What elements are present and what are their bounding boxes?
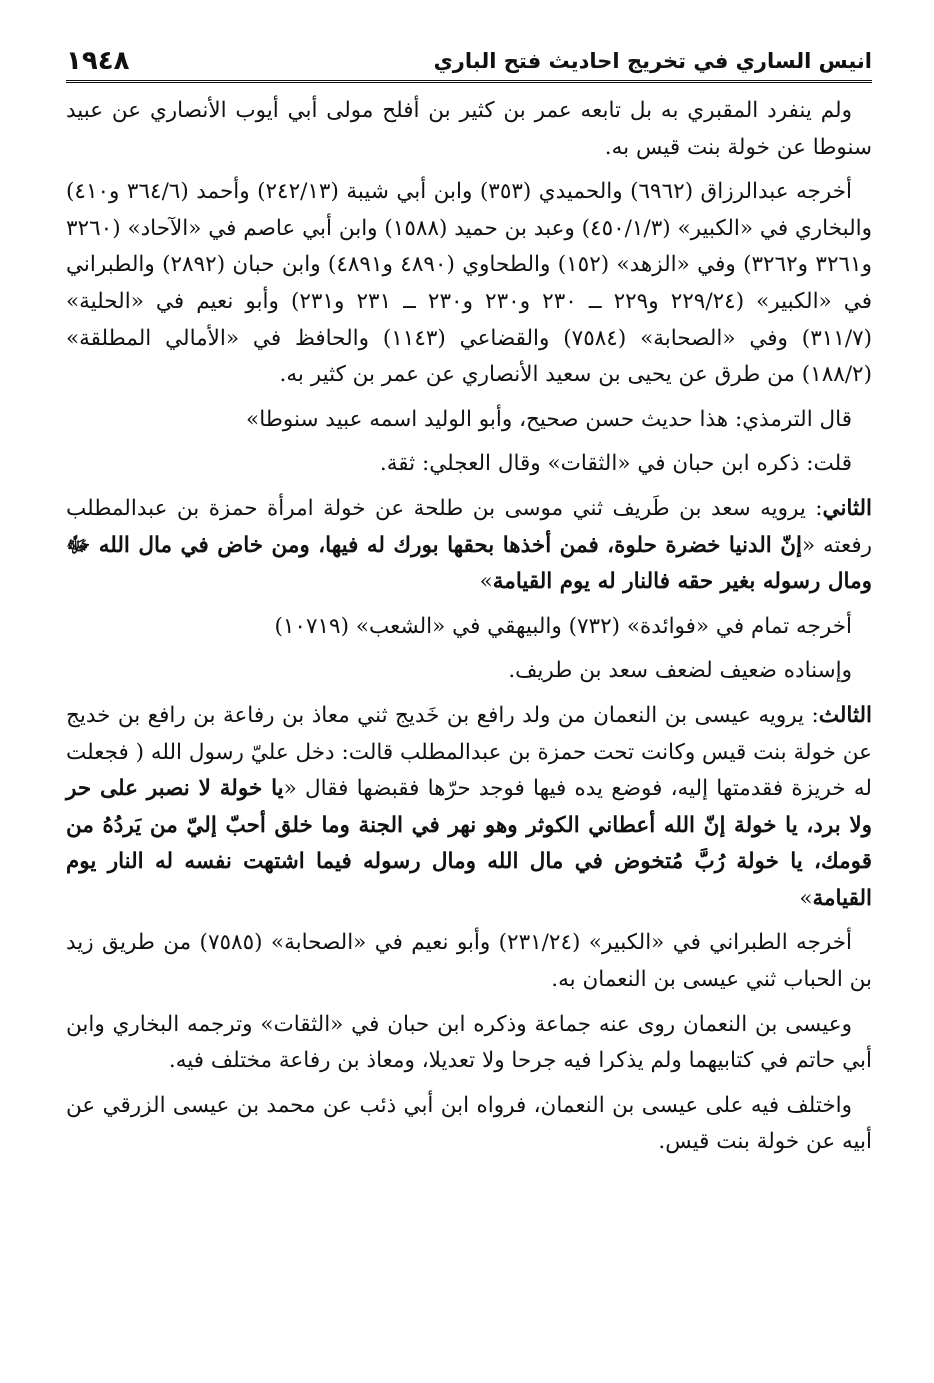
paragraph <box>66 698 872 918</box>
paragraph <box>66 402 872 439</box>
text-run: ولم ينفرد المقبري به بل تابعه عمر بن كثير بن أفلح مولى أبي أيوب الأنصاري عن عبيد سنوطا عن خولة بنت قيس به. <box>66 98 872 160</box>
running-title: انيس الساري في تخريج احاديث فتح الباري <box>433 49 872 73</box>
hadith-text: يا خولة لا نصبر على حر ولا برد، يا خولة إنّ الله أعطاني الكوثر وهو نهر في الجنة وما خلق أحبّ إليّ من يَردُهُ من قومك، يا خولة رُبَّ مُتخوض في مال الله ومال رسوله فيما اشتهت نفسه له النار يوم القيامة <box>66 776 872 911</box>
paragraph <box>66 174 872 394</box>
text-run: أخرجه الطبراني في «الكبير» (٢٣١/٢٤) وأبو نعيم في «الصحابة» (٧٥٨٥) من طريق زيد بن الحباب ثني عيسى بن النعمان به. <box>66 930 872 993</box>
text-run: : يرويه سعد بن طَريف ثني موسى بن طلحة عن خولة امرأة حمزة بن عبدالمطلب رفعته « <box>66 495 872 558</box>
text-run: قال الترمذي: هذا حديث حسن صحيح، وأبو الوليد اسمه عبيد سنوطا» <box>246 406 852 432</box>
paragraph <box>66 491 872 601</box>
text-run: قلت: ذكره ابن حبان في «الثقات» وقال العجلي: ثقة. <box>379 451 852 477</box>
section-label: الثاني <box>822 495 872 521</box>
paragraph <box>66 925 872 998</box>
section-label: الثالث <box>818 702 872 728</box>
text-run: وعيسى بن النعمان روى عنه جماعة وذكره ابن حبان في «الثقات» وترجمه البخاري وابن أبي حاتم في كتابيهما ولم يذكرا فيه جرحا ولا تعديلا، ومعاذ بن رفاعة مختلف فيه. <box>66 1011 872 1074</box>
text-run: أخرجه تمام في «فوائدة» (٧٣٢) والبيهقي في «الشعب» (١٠٧١٩) <box>274 613 852 639</box>
page-body <box>66 93 872 1161</box>
text-run: واختلف فيه على عيسى بن النعمان، فرواه ابن أبي ذئب عن محمد بن عيسى الزرقي عن أبيه عن خولة بنت قيس. <box>66 1092 872 1155</box>
page-header <box>66 40 872 83</box>
text-run: أخرجه عبدالرزاق (٦٩٦٢) والحميدي (٣٥٣) وابن أبي شيبة (٢٤٢/١٣) وأحمد (٣٦٤/٦ و٤١٠) والبخاري في «الكبير» (٤٥٠/١/٣) وعبد بن حميد (١٥٨٨) وابن أبي عاصم في «الآحاد» (٣٢٦٠ و٣٢٦١ و٣٢٦٢) وفي «الزهد» (١٥٢) والطحاوي (٤٨٩٠ و٤٨٩١) وابن حبان (٢٨٩٢) والطبراني في «الكبير» (٢٢٩/٢٤ و٢٢٩ ــ ٢٣٠ و٢٣٠ و٢٣٠ ــ ٢٣١ و٢٣١) وأبو نعيم في «الحلية» (٣١١/٧) وفي «الصحابة» (٧٥٨٤) والقضاعي (١١٤٣) والحافظ في «الأمالي المطلقة» (١٨٨/٢) من طرق عن يحيى بن سعيد الأنصاري عن عمر بن كثير به. <box>66 179 873 388</box>
paragraph <box>66 1007 872 1080</box>
text-run: » <box>479 569 493 595</box>
text-run: » <box>799 885 813 911</box>
paragraph <box>66 446 872 483</box>
paragraph <box>66 1088 872 1161</box>
text-run: : يرويه عيسى بن النعمان من ولد رافع بن خَديج ثني معاذ بن رفاعة بن رافع بن خديج عن خولة بنت قيس وكانت تحت حمزة بن عبدالمطلب قالت: دخل عليّ رسول الله ( فجعلت له خريزة فقدمتها إليه، فوضع يده فيها فوجد حرّها فقبضها فقال « <box>66 702 872 802</box>
paragraph <box>66 93 872 166</box>
paragraph <box>66 653 872 690</box>
page-number: ١٩٤٨ <box>66 46 130 76</box>
hadith-text: إنّ الدنيا خضرة حلوة، فمن أخذها بحقها بورك له فيها، ومن خاض في مال الله ﷻ ومال رسوله بغير حقه فالنار له يوم القيامة <box>66 532 872 595</box>
paragraph <box>66 609 872 646</box>
text-run: وإسناده ضعيف لضعف سعد بن طريف. <box>508 658 852 684</box>
